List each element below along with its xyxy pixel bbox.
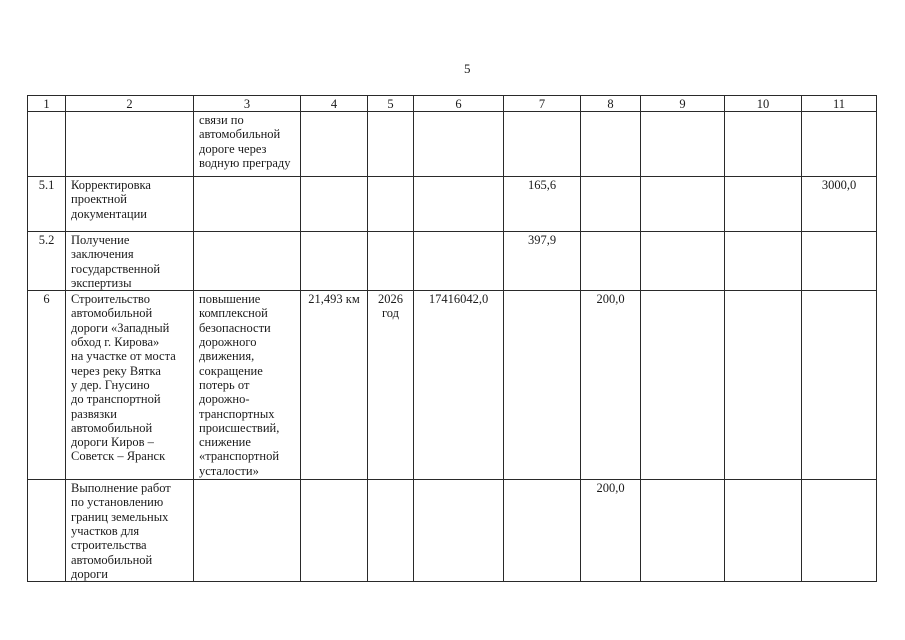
- cell-continuation-c3: связи по автомобильной дороге через водную преграду: [194, 112, 301, 177]
- header-cell-1: 1: [28, 96, 66, 112]
- cell-continuation-c9: [641, 112, 725, 177]
- cell-5-2-c11: [802, 232, 877, 291]
- cell-6-purpose: повышение комплексной безопасности дорожного движения, сокращение потерь от дорожно- транспортных происшествий, снижение «транспортной усталости»: [194, 291, 301, 480]
- cell-5-1-name: Корректировка проектной документации: [66, 177, 194, 232]
- cell-5-2-number: 5.2: [28, 232, 66, 291]
- cell-6-sub-name: Выполнение работ по установлению границ земельных участков для строительства автомобильной дороги: [66, 480, 194, 582]
- cell-5-1-c4: [301, 177, 368, 232]
- cell-5-2-c6: [414, 232, 504, 291]
- cell-6-sub-number: [28, 480, 66, 582]
- cell-6-sub-c8: 200,0: [581, 480, 641, 582]
- cell-continuation-c11: [802, 112, 877, 177]
- header-cell-4: 4: [301, 96, 368, 112]
- cell-6-c9: [641, 291, 725, 480]
- cell-6-sub-c11: [802, 480, 877, 582]
- cell-6-name: Строительство автомобильной дороги «Западный обход г. Кирова» на участке от моста через реку Вятка у дер. Гнусино до транспортной развязки автомобильной дороги Киров – Советск – Яранск: [66, 291, 194, 480]
- cell-5-2-c10: [725, 232, 802, 291]
- cell-continuation-c1: [28, 112, 66, 177]
- header-cell-9: 9: [641, 96, 725, 112]
- data-table: [27, 95, 877, 582]
- cell-5-1-c3: [194, 177, 301, 232]
- cell-continuation-c5: [368, 112, 414, 177]
- header-cell-7: 7: [504, 96, 581, 112]
- header-row: [28, 96, 877, 112]
- cell-5-2-c9: [641, 232, 725, 291]
- cell-5-1-c10: [725, 177, 802, 232]
- cell-6-year: 2026 год: [368, 291, 414, 480]
- header-cell-6: 6: [414, 96, 504, 112]
- table-row-6: [28, 291, 877, 480]
- cell-6-sub-c4: [301, 480, 368, 582]
- cell-5-2-c5: [368, 232, 414, 291]
- cell-5-2-c4: [301, 232, 368, 291]
- cell-6-sub-c10: [725, 480, 802, 582]
- cell-continuation-c8: [581, 112, 641, 177]
- header-cell-2: 2: [66, 96, 194, 112]
- cell-5-2-c8: [581, 232, 641, 291]
- cell-5-1-c5: [368, 177, 414, 232]
- table-row-6-subitem: [28, 480, 877, 582]
- header-cell-3: 3: [194, 96, 301, 112]
- cell-6-c10: [725, 291, 802, 480]
- cell-6-length: 21,493 км: [301, 291, 368, 480]
- cell-5-2-c7: 397,9: [504, 232, 581, 291]
- cell-5-1-c11: 3000,0: [802, 177, 877, 232]
- cell-6-c7: [504, 291, 581, 480]
- header-cell-8: 8: [581, 96, 641, 112]
- cell-6-number: 6: [28, 291, 66, 480]
- cell-5-1-c7: 165,6: [504, 177, 581, 232]
- page-number: 5: [464, 61, 471, 76]
- header-cell-10: 10: [725, 96, 802, 112]
- cell-5-1-c8: [581, 177, 641, 232]
- cell-6-sub-c9: [641, 480, 725, 582]
- table-row-5-1: [28, 177, 877, 232]
- table-row-5-2: [28, 232, 877, 291]
- cell-6-c8: 200,0: [581, 291, 641, 480]
- cell-6-c11: [802, 291, 877, 480]
- cell-continuation-c7: [504, 112, 581, 177]
- cell-6-sub-c7: [504, 480, 581, 582]
- cell-5-1-c9: [641, 177, 725, 232]
- cell-continuation-c2: [66, 112, 194, 177]
- cell-6-sub-c5: [368, 480, 414, 582]
- cell-continuation-c6: [414, 112, 504, 177]
- header-cell-11: 11: [802, 96, 877, 112]
- cell-6-sub-c6: [414, 480, 504, 582]
- table-row-continuation: [28, 112, 877, 177]
- cell-5-1-c6: [414, 177, 504, 232]
- cell-6-sub-c3: [194, 480, 301, 582]
- cell-continuation-c10: [725, 112, 802, 177]
- header-cell-5: 5: [368, 96, 414, 112]
- cell-5-1-number: 5.1: [28, 177, 66, 232]
- cell-5-2-c3: [194, 232, 301, 291]
- cell-6-cost: 17416042,0: [414, 291, 504, 480]
- cell-5-2-name: Получение заключения государственной экспертизы: [66, 232, 194, 291]
- cell-continuation-c4: [301, 112, 368, 177]
